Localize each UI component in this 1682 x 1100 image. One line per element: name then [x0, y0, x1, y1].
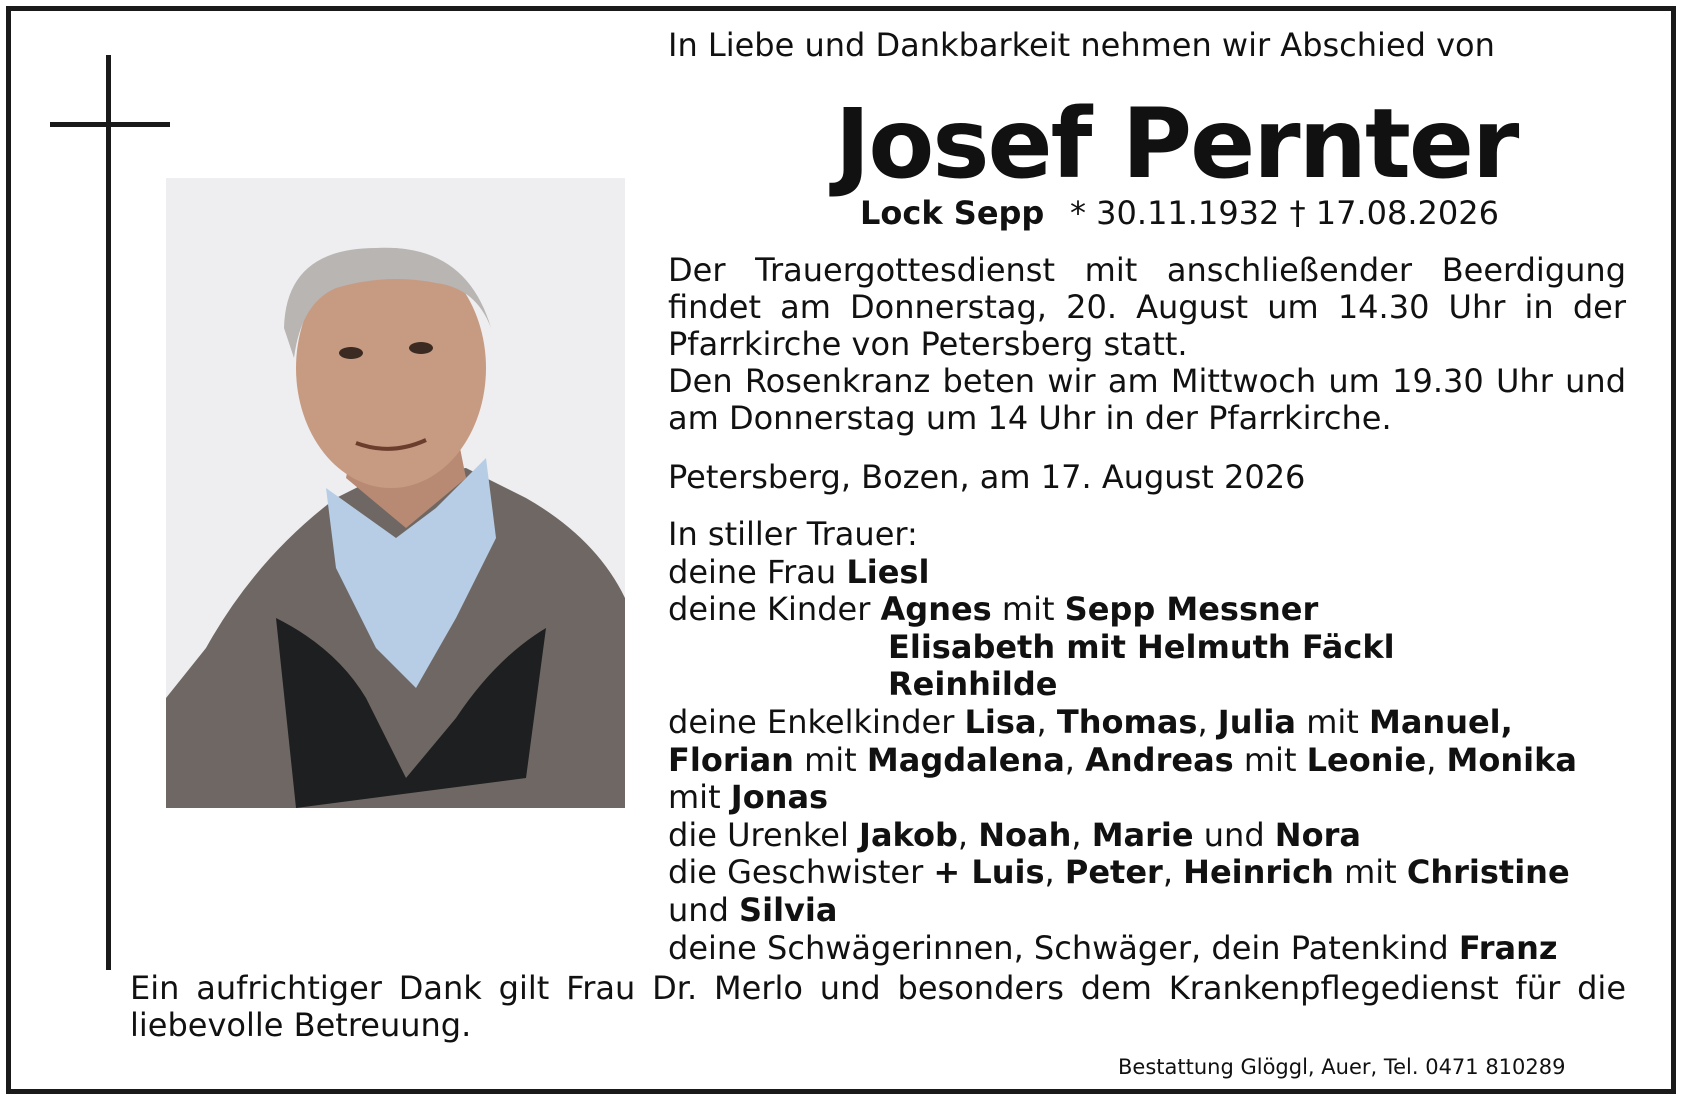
text: mit: [1296, 702, 1369, 741]
text: und: [668, 890, 740, 929]
mourner-line-great-grandchildren: [668, 817, 1628, 855]
mourner-name: Leonie: [1306, 740, 1427, 779]
mourner-name: + Luis: [933, 853, 1045, 892]
mourner-name: Noah: [978, 815, 1072, 854]
mourner-name: Manuel,: [1368, 702, 1513, 741]
rosary-text: Den Rosenkranz beten wir am Mittwoch um 19.30 Uhr und am Donnerstag um 14 Uhr in der Pfarrkirche.: [668, 362, 1626, 437]
mourner-name: Andreas: [1085, 740, 1234, 779]
cross-vertical-bar: [106, 55, 111, 970]
text: mit: [991, 590, 1065, 629]
life-dates: * 30.11.1932 † 17.08.2026: [1070, 194, 1499, 232]
mourner-name: Sepp Messner: [1064, 590, 1319, 629]
mourner-line-grandchildren-1: [668, 704, 1628, 742]
mourner-line-child3: [668, 666, 1628, 704]
text: deine Schwägerinnen, Schwäger, dein Patenkind: [668, 928, 1459, 967]
mourner-name: Marie: [1091, 815, 1194, 854]
mourner-name: Jakob: [859, 815, 958, 854]
mourner-line-child2: [668, 629, 1628, 667]
text: mit: [1233, 740, 1307, 779]
text: und: [1193, 815, 1275, 854]
mourner-name: Elisabeth mit Helmuth Fäckl: [888, 627, 1395, 666]
mourner-name: Silvia: [739, 890, 838, 929]
mourners-heading: In stiller Trauer:: [668, 515, 918, 553]
portrait-illustration: [166, 178, 625, 808]
mourner-line-siblings-2: [668, 892, 1628, 930]
mourner-name: Magdalena: [866, 740, 1065, 779]
place-date: Petersberg, Bozen, am 17. August 2026: [668, 458, 1306, 496]
text: deine Kinder: [668, 590, 881, 629]
text: ,: [957, 815, 979, 854]
mourner-name: Agnes: [880, 590, 992, 629]
mourner-name: Florian: [668, 740, 794, 779]
cross-horizontal-bar: [50, 122, 170, 127]
mourners-list: [668, 516, 1628, 967]
mourner-line-grandchildren-3: [668, 779, 1628, 817]
mourner-name: Liesl: [846, 552, 930, 591]
text: die Geschwister: [668, 853, 934, 892]
mourner-name: Lisa: [964, 702, 1037, 741]
mourner-line-inlaws: [668, 930, 1628, 968]
mourner-line-children: [668, 591, 1628, 629]
funeral-service-text: Der Trauergottesdienst mit anschließender Beerdigung findet am Donnerstag, 20. August um 14.30 Uhr in der Pfarrkirche von Petersberg statt.: [668, 251, 1626, 363]
portrait-photo: [166, 178, 625, 808]
text: deine Frau: [668, 552, 847, 591]
service-announcement: [668, 252, 1626, 437]
mourner-line-wife: [668, 554, 1628, 592]
text: mit: [793, 740, 867, 779]
mourner-name: Christine: [1406, 853, 1570, 892]
text: ,: [1426, 740, 1447, 779]
undertaker-info: Bestattung Glöggl, Auer, Tel. 0471 810289: [1118, 1055, 1566, 1079]
mourner-name: Thomas: [1056, 702, 1198, 741]
mourner-line-siblings-1: [668, 854, 1628, 892]
text: ,: [1064, 740, 1086, 779]
text: ,: [1197, 702, 1218, 741]
intro-line: In Liebe und Dankbarkeit nehmen wir Abschied von: [668, 26, 1495, 64]
text: mit: [668, 778, 731, 817]
text: die Urenkel: [668, 815, 860, 854]
text: ,: [1036, 702, 1057, 741]
thanks-note: Ein aufrichtiger Dank gilt Frau Dr. Merlo und besonders dem Krankenpflegedienst für die liebevolle Betreuung.: [130, 969, 1626, 1044]
mourner-name: Peter: [1064, 853, 1163, 892]
mourner-name: Heinrich: [1183, 853, 1334, 892]
mourner-name: Nora: [1274, 815, 1361, 854]
text: ,: [1162, 853, 1184, 892]
mourner-name: Julia: [1217, 702, 1297, 741]
text: ,: [1044, 853, 1065, 892]
text: ,: [1071, 815, 1092, 854]
nickname: Lock Sepp: [860, 194, 1045, 232]
mourner-name: Franz: [1458, 928, 1558, 967]
text: mit: [1333, 853, 1407, 892]
mourner-name: Monika: [1446, 740, 1577, 779]
mourner-line-grandchildren-2: [668, 742, 1628, 780]
mourner-name: Reinhilde: [888, 665, 1058, 704]
text: deine Enkelkinder: [668, 702, 965, 741]
deceased-name: Josef Pernter: [834, 88, 1518, 200]
mourner-name: Jonas: [730, 778, 829, 817]
